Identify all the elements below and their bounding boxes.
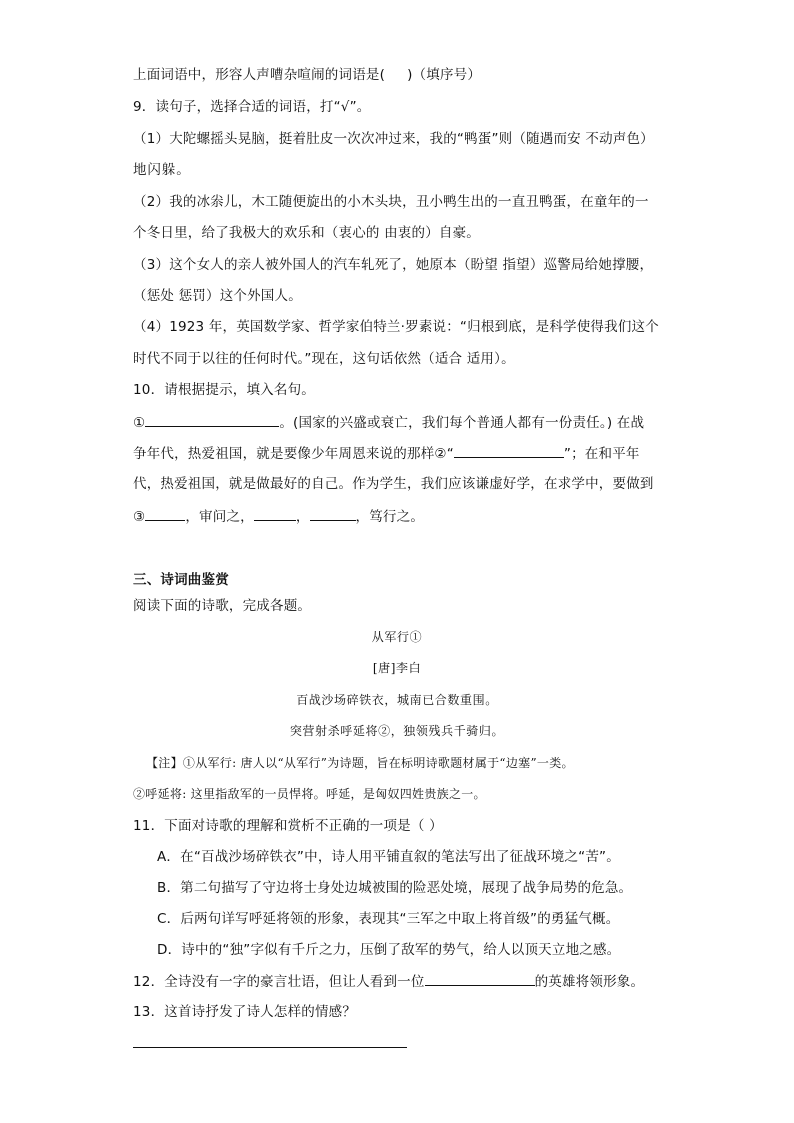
q9-sentence-3-a: （3）这个女人的亲人被外国人的汽车轧死了，她原本（盼望 指望）巡警局给她撑腰， (133, 257, 654, 273)
q11-option-b[interactable]: B．第二句描写了守边将士身处边城被围的险恶处境，展现了战争局势的危急。 (157, 880, 633, 896)
q10-line-2-text-b: ”；在和平年 (563, 446, 640, 462)
q10-line-1-text: 。(国家的兴盛或衰亡，我们每个普通人都有一份责任。) 在战 (279, 415, 645, 431)
q10-blank-1[interactable] (145, 412, 279, 427)
section-3-heading: 三、诗词曲鉴赏 (133, 572, 229, 588)
q11-option-a[interactable]: A．在“百战沙场碎铁衣”中，诗人用平铺直叙的笔法写出了征战环境之“苦”。 (157, 849, 620, 865)
q13-title: 13．这首诗抒发了诗人怎样的情感？ (133, 1004, 357, 1020)
q8-tail-line (133, 65, 481, 85)
q12-line (133, 971, 644, 992)
q10-line-4-text-b: ， (295, 509, 310, 525)
q8-tail-suffix: )（填序号） (407, 67, 482, 83)
poem-line-2: 突营射杀呼延将②，独领残兵千骑归。 (289, 724, 505, 738)
q12-blank[interactable] (425, 971, 535, 986)
q9-sentence-2-a: （2）我的冰尜儿，木工随便旋出的小木头块，丑小鸭生出的一直丑鸭蛋，在童年的一 (133, 194, 649, 210)
q12-text-a: 12．全诗没有一字的豪言壮语，但让人看到一位 (133, 974, 425, 990)
q13-answer-line[interactable] (133, 1047, 407, 1048)
q9-sentence-3-b: （惩处 惩罚）这个外国人。 (133, 288, 302, 304)
poem-note-2: ②呼延将: 这里指敌军的一员悍将。呼延，是匈奴四姓贵族之一。 (133, 787, 486, 801)
q12-text-b: 的英雄将领形象。 (534, 974, 645, 990)
q10-blank-2[interactable] (454, 443, 564, 458)
section-3-intro: 阅读下面的诗歌，完成各题。 (133, 598, 312, 614)
q10-blank-5[interactable] (310, 506, 356, 521)
q9-sentence-2-b: 个冬日里，给了我极大的欢乐和（衷心的 由衷的）自豪。 (133, 225, 480, 241)
poem-line-1: 百战沙场碎铁衣，城南已合数重围。 (296, 693, 498, 707)
q10-blank-4[interactable] (254, 506, 296, 521)
q10-line-2 (133, 443, 640, 464)
q9-sentence-4-a: （4）1923 年，英国数学家、哲学家伯特兰·罗素说：“归根到底，是科学使得我们这个 (133, 319, 659, 335)
poem-title: 从军行① (371, 630, 423, 644)
q9-sentence-4-b: 时代不同于以往的任何时代。”现在，这句话依然（适合 适用）。 (133, 351, 515, 367)
poem-author: [唐]李白 (372, 661, 422, 675)
q10-title: 10．请根据提示，填入名句。 (133, 382, 315, 398)
circled-3: ③ (133, 509, 146, 525)
q11-option-d[interactable]: D．诗中的“独”字似有千斤之力，压倒了敌军的势气，给人以顶天立地之感。 (157, 942, 621, 958)
q10-line-2-text-a: 争年代，热爱祖国，就是要像少年周恩来说的那样②“ (133, 446, 454, 462)
q10-line-4 (133, 506, 424, 527)
q10-line-3: 代，热爱祖国，就是做最好的自己。作为学生，我们应该谦虚好学，在求学中，要做到 (133, 476, 654, 492)
q10-line-4-text-c: ，笃行之。 (355, 509, 425, 525)
q9-title: 9．读句子，选择合适的词语，打“√”。 (133, 99, 371, 115)
q11-option-c[interactable]: C．后两句详写呼延将领的形象，表现其“三军之中取上将首级”的勇猛气概。 (157, 911, 620, 927)
q9-sentence-1-a: （1）大陀螺摇头晃脑，挺着肚皮一次次冲过来，我的“鸭蛋”则（随遇而安 不动声色） (133, 131, 654, 147)
q11-title: 11．下面对诗歌的理解和赏析不正确的一项是（ ） (133, 818, 443, 834)
q10-line-4-text-a: ，审问之， (185, 509, 254, 525)
poem-note-1: 【注】①从军行: 唐人以“从军行”为诗题，旨在标明诗歌题材属于“边塞”一类。 (146, 756, 574, 770)
q8-tail-text: 上面词语中，形容人声嘈杂喧闹的词语是( (133, 67, 386, 83)
q10-line-1 (133, 412, 644, 433)
circled-1: ① (133, 415, 146, 431)
q9-sentence-1-b: 地闪躲。 (133, 162, 191, 178)
q10-blank-3[interactable] (145, 506, 185, 521)
